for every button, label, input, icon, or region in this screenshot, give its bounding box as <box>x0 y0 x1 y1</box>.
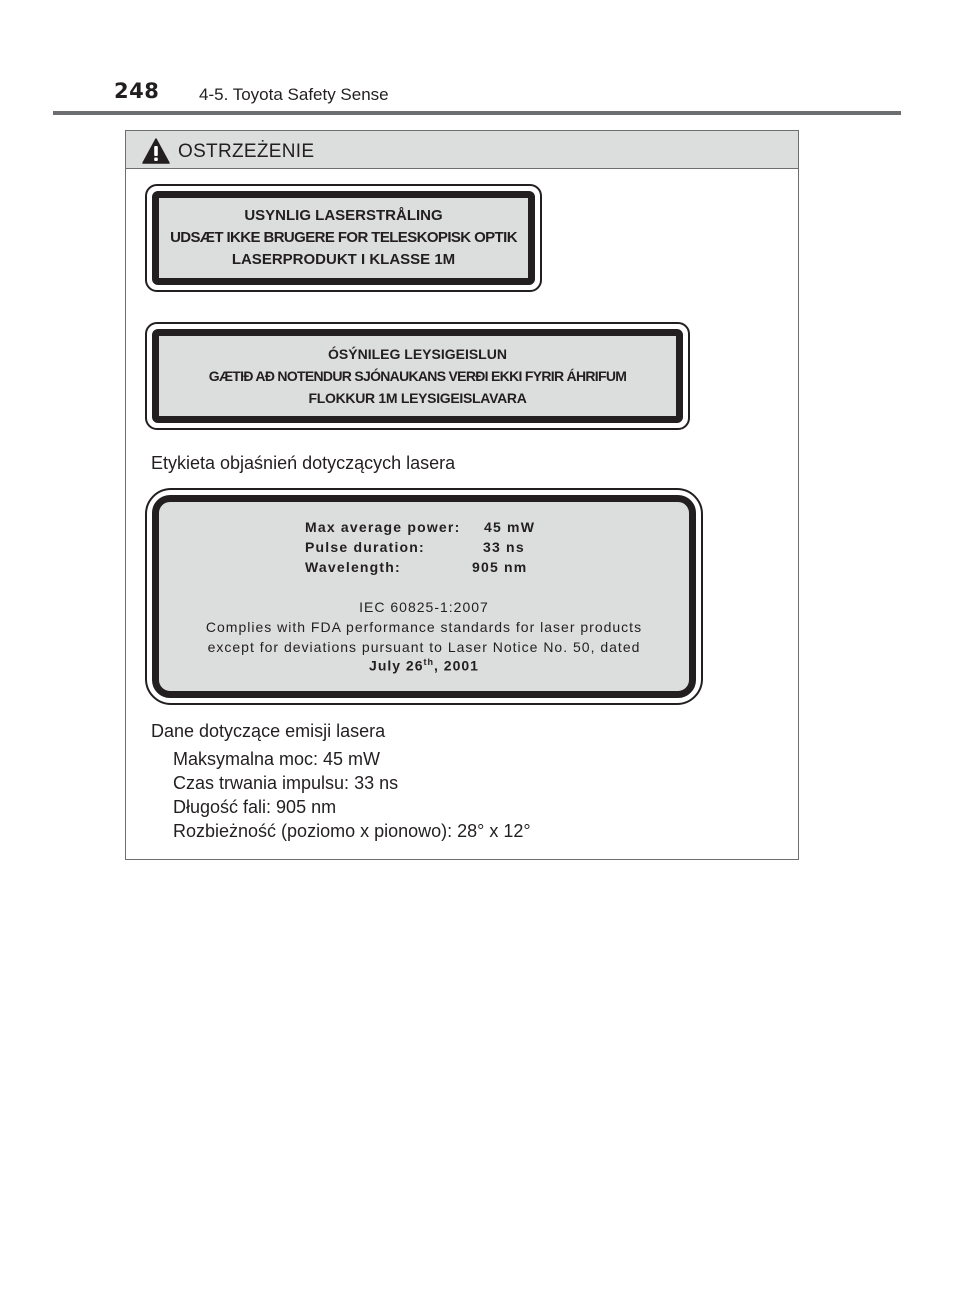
date-suffix-sup: th <box>423 657 435 667</box>
warning-title: OSTRZEŻENIE <box>178 141 315 162</box>
label-line: LASERPRODUKT I KLASSE 1M <box>231 251 456 268</box>
label-line: GÆTIÐ AÐ NOTENDUR SJÓNAUKANS VERÐI EKKI FYRIR ÁHRIFUM <box>208 368 627 384</box>
spec-name: Max average power: <box>305 519 461 535</box>
compliance-line: Complies with FDA performance standards for laser products <box>205 619 643 635</box>
page-header <box>0 0 960 120</box>
date-prefix: July 26 <box>369 657 424 674</box>
label-line: FLOKKUR 1M LEYSIGEISLAVARA <box>308 390 527 406</box>
label-panel <box>152 191 535 285</box>
label-panel <box>152 495 696 698</box>
page-number: 248 <box>114 79 160 103</box>
warning-triangle-icon <box>142 138 170 164</box>
compliance-line: except for deviations pursuant to Laser Notice No. 50, dated <box>207 639 641 655</box>
date-year: , 2001 <box>434 657 479 674</box>
laser-label-icelandic <box>145 322 690 430</box>
warning-header <box>126 131 798 169</box>
standard-line: IEC 60825-1:2007 <box>359 599 489 615</box>
header-divider <box>53 111 901 115</box>
section-title: 4-5. Toyota Safety Sense <box>199 85 389 104</box>
emission-line: Rozbieżność (poziomo x pionowo): 28° x 12° <box>173 821 531 841</box>
laser-label-danish <box>145 184 542 292</box>
laser-spec-label <box>145 488 703 705</box>
caption-explanation: Etykieta objaśnień dotyczących lasera <box>151 453 456 473</box>
compliance-date <box>159 657 689 674</box>
spec-value: 905 nm <box>472 559 528 575</box>
spec-value: 45 mW <box>484 519 536 535</box>
label-line: USYNLIG LASERSTRÅLING <box>244 207 443 224</box>
label-panel <box>152 329 683 423</box>
emission-line: Czas trwania impulsu: 33 ns <box>173 773 399 793</box>
label-line: ÓSÝNILEG LEYSIGEISLUN <box>328 346 507 362</box>
emission-line: Długość fali: 905 nm <box>173 797 337 817</box>
spec-value: 33 ns <box>483 539 525 555</box>
emission-line: Maksymalna moc: 45 mW <box>173 749 381 769</box>
label-line: UDSÆT IKKE BRUGERE FOR TELESKOPISK OPTIK <box>170 229 517 246</box>
spec-name: Pulse duration: <box>305 539 425 555</box>
spec-name: Wavelength: <box>305 559 401 575</box>
emission-caption: Dane dotyczące emisji lasera <box>151 721 386 741</box>
